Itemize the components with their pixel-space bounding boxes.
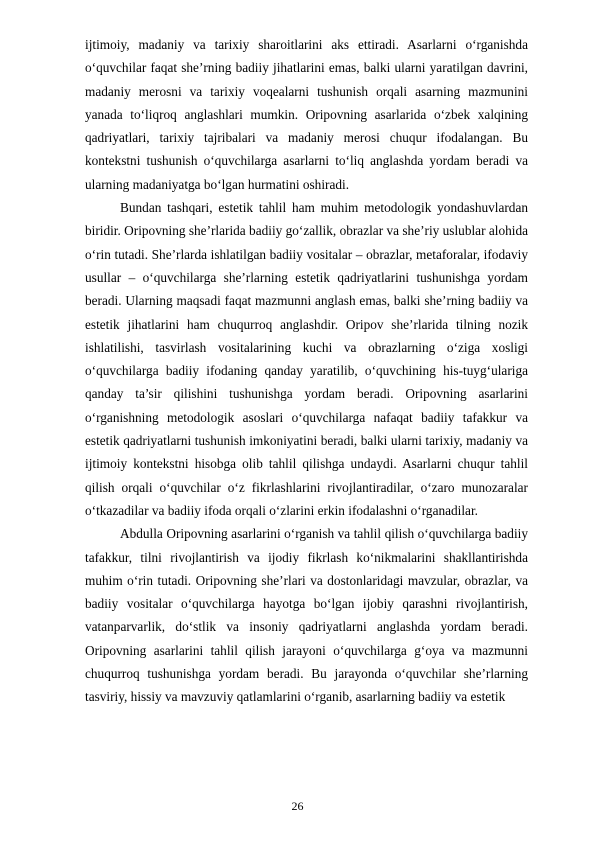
paragraph-context: ijtimoiy, madaniy va tarixiy sharoitlarini aks ettiradi. Asarlarni o‘rganishda o‘quvchilar faqat she’rning badiiy jihatlarini emas, balki ularni yaratilgan davrini, madaniy merosni va tarixiy voqealarni tushunish orqali asarning mazmunini yanada to‘liqroq anglashlari mumkin. Oripovning asarlarida o‘zbek xalqining qadriyatlari, tarixiy tajribalari va madaniy merosi chuqur ifodalangan. Bu kontekstni tushunish o‘quvchilarga asarlarni to‘liq anglashda yordam beradi va ularning madaniyatga bo‘lgan hurmatini oshiradi. [85,37,528,192]
paragraph-oripov-study: Abdulla Oripovning asarlarini o‘rganish va tahlil qilish o‘quvchilarga badiiy tafakkur, tilni rivojlantirish va ijodiy fikrlash ko‘nikmalarini shakllantirishda muhim o‘rin tutadi. Oripovning she’rlari va dostonlaridagi mavzular, obrazlar, va badiiy vositalar o‘quvchilarga hayotga bo‘lgan ijobiy qarashni rivojlantirish, vatanparvarlik, do‘stlik va insoniy qadriyatlarni anglashda yordam beradi. Oripovning asarlarini tahlil qilish jarayoni o‘quvchilarga g‘oya va mazmunni chuqurroq tushunishga yordam beradi. Bu jarayonda o‘quvchilar she’rlarning tasviriy, hissiy va mavzuviy qatlamlarini o‘rganib, asarlarning badiiy va estetik [85,526,528,705]
paragraph-aesthetic-analysis: Bundan tashqari, estetik tahlil ham muhim metodologik yondashuvlardan biridir. Oripovning she’rlarida badiiy go‘zallik, obrazlar va she’riy uslublar alohida o‘rin tutadi. She’rlarda ishlatilgan badiiy vositalar – obrazlar, metaforalar, ifodaviy usullar – o‘quvchilarga she’rlarning estetik qadriyatlarini tushunishga yordam beradi. Ularning maqsadi faqat mazmunni anglash emas, balki she’rning badiiy va estetik jihatlarini ham chuqurroq anglashdir. Oripov she’rlarida tilning nozik ishlatilishi, tasvirlash vositalarining kuchi va obrazlarning o‘ziga xosligi o‘quvchilarga badiiy ifodaning qanday yaratilib, o‘quvchining his-tuyg‘ulariga qanday ta’sir qilishini tushunishga yordam beradi. Oripovning asarlarini o‘rganishning metodologik asoslari o‘quvchilarga nafaqat badiiy tafakkur va estetik qadriyatlarni tushunish imkoniyatini beradi, balki ularni tarixiy, madaniy va ijtimoiy kontekstni hisobga olib tahlil qilishga undaydi. Asarlarni chuqur tahlil qilish orqali o‘quvchilar o‘z fikrlashlarini rivojlantiradilar, o‘zaro munozaralar o‘tkazadilar va badiiy ifoda orqali o‘zlarini erkin ifodalashni o‘rganadilar. [85,200,528,518]
page-number: 26 [291,799,304,813]
document-page [85,33,528,709]
